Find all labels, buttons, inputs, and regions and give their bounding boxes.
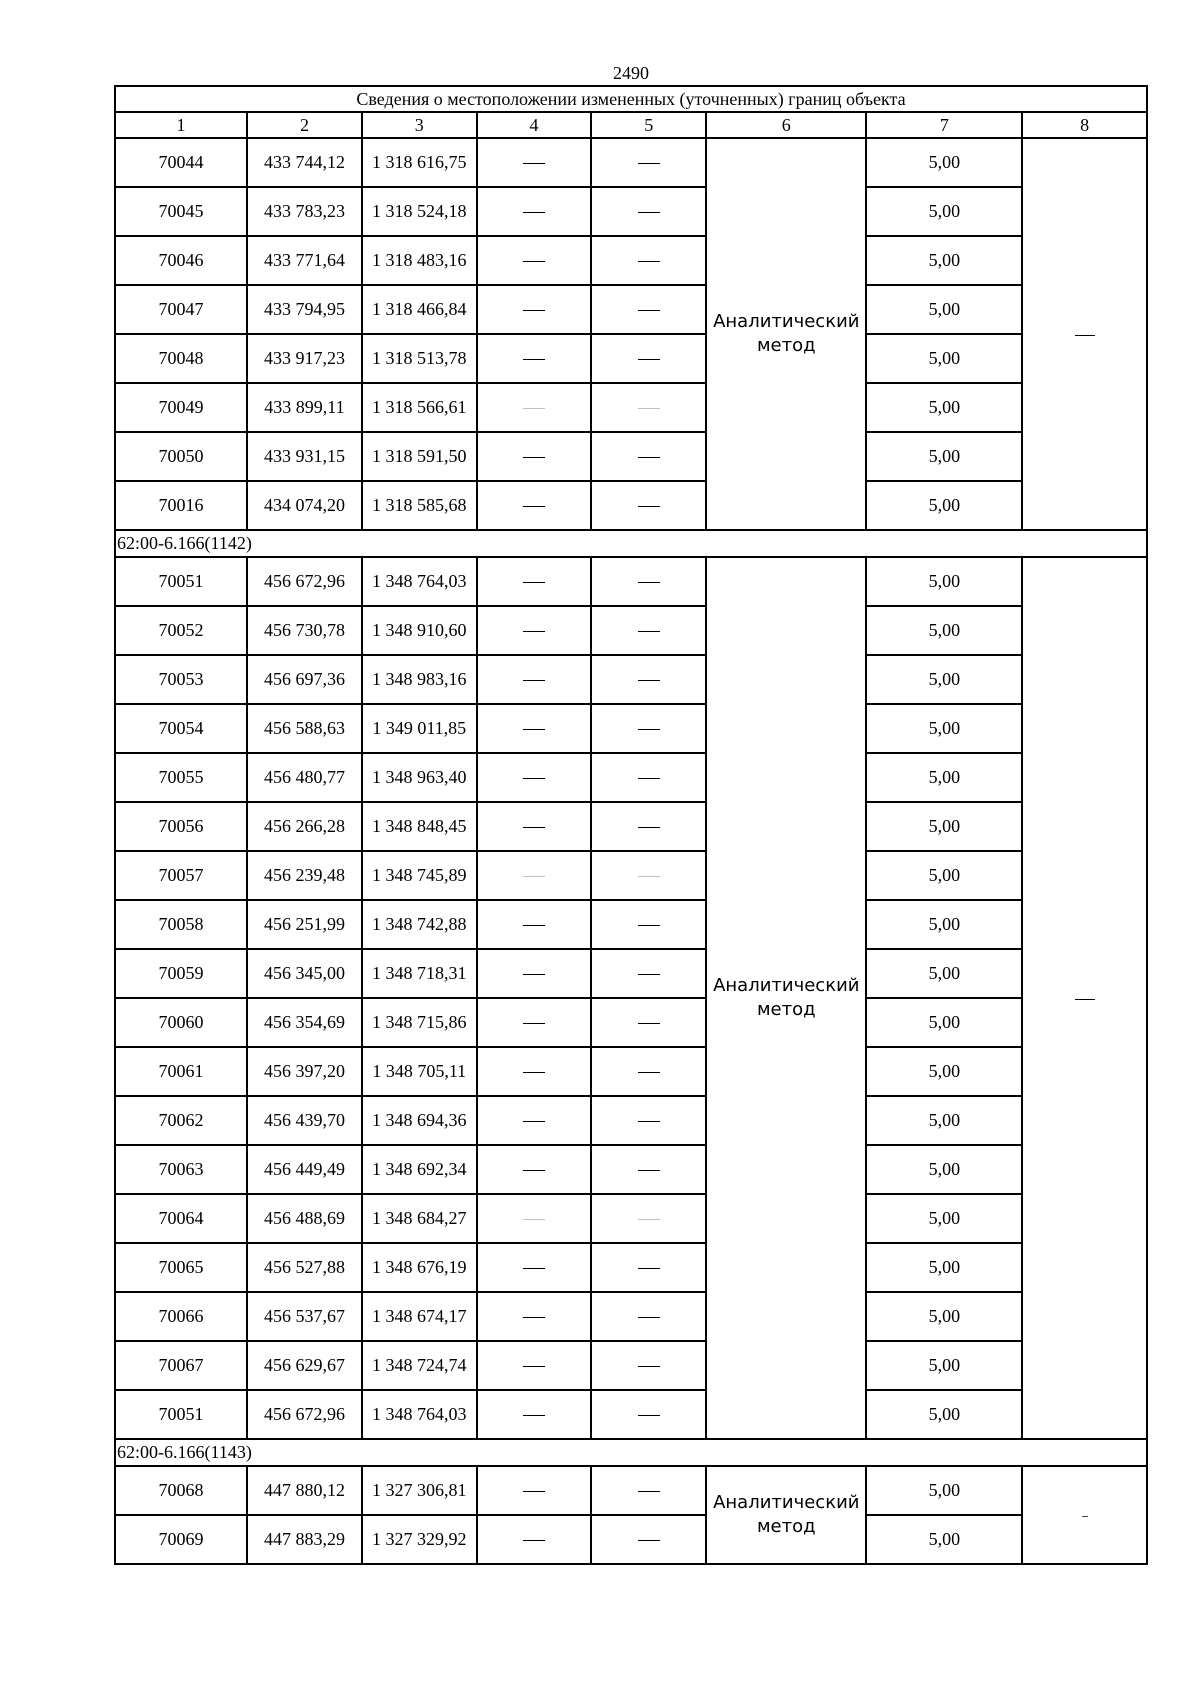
column-4-dash-cell — [477, 236, 592, 285]
column-5-dash-cell — [591, 998, 706, 1047]
section-header-row — [115, 530, 1147, 557]
dash-mark — [523, 1072, 545, 1073]
table-row — [115, 606, 1147, 655]
y-coordinate-cell: 1 348 674,17 — [362, 1292, 477, 1341]
dash-mark — [638, 729, 660, 730]
table-row — [115, 1194, 1147, 1243]
column-5-dash-cell — [591, 138, 706, 187]
dash-mark — [523, 408, 545, 409]
column-4-dash-cell — [477, 1292, 592, 1341]
y-coordinate-cell: 1 348 983,16 — [362, 655, 477, 704]
column-4-dash-cell — [477, 655, 592, 704]
y-coordinate-cell: 1 348 742,88 — [362, 900, 477, 949]
dash-mark — [523, 1366, 545, 1367]
column-4-dash-cell — [477, 187, 592, 236]
x-coordinate-cell: 456 239,48 — [247, 851, 362, 900]
dash-mark — [523, 876, 545, 877]
y-coordinate-cell: 1 327 329,92 — [362, 1515, 477, 1564]
dash-mark — [638, 925, 660, 926]
precision-cell: 5,00 — [866, 285, 1022, 334]
table-row — [115, 138, 1147, 187]
column-4-dash-cell — [477, 606, 592, 655]
column-4-dash-cell — [477, 851, 592, 900]
precision-cell: 5,00 — [866, 802, 1022, 851]
y-coordinate-cell: 1 318 483,16 — [362, 236, 477, 285]
dash-mark — [638, 631, 660, 632]
x-coordinate-cell: 456 697,36 — [247, 655, 362, 704]
dash-mark — [638, 1072, 660, 1073]
column-4-dash-cell — [477, 998, 592, 1047]
dash-mark — [638, 506, 660, 507]
column-number-2: 2 — [247, 112, 362, 138]
column-number-3: 3 — [362, 112, 477, 138]
precision-cell: 5,00 — [866, 606, 1022, 655]
x-coordinate-cell: 456 251,99 — [247, 900, 362, 949]
x-coordinate-cell: 456 345,00 — [247, 949, 362, 998]
dash-mark — [523, 163, 545, 164]
precision-cell: 5,00 — [866, 334, 1022, 383]
point-number-cell: 70048 — [115, 334, 247, 383]
column-4-dash-cell — [477, 334, 592, 383]
precision-cell: 5,00 — [866, 1096, 1022, 1145]
y-coordinate-cell: 1 318 585,68 — [362, 481, 477, 530]
dash-mark — [523, 729, 545, 730]
point-number-cell: 70054 — [115, 704, 247, 753]
point-number-cell: 70047 — [115, 285, 247, 334]
dash-mark — [1075, 999, 1095, 1000]
dash-mark — [523, 261, 545, 262]
point-number-cell: 70046 — [115, 236, 247, 285]
table-row — [115, 1341, 1147, 1390]
column-8-cell — [1022, 138, 1147, 530]
column-5-dash-cell — [591, 1194, 706, 1243]
column-4-dash-cell — [477, 432, 592, 481]
y-coordinate-cell: 1 318 524,18 — [362, 187, 477, 236]
table-row — [115, 949, 1147, 998]
table-row — [115, 334, 1147, 383]
x-coordinate-cell: 433 931,15 — [247, 432, 362, 481]
table-row — [115, 432, 1147, 481]
point-number-cell: 70067 — [115, 1341, 247, 1390]
precision-cell: 5,00 — [866, 187, 1022, 236]
y-coordinate-cell: 1 348 684,27 — [362, 1194, 477, 1243]
dash-mark — [638, 1415, 660, 1416]
x-coordinate-cell: 456 488,69 — [247, 1194, 362, 1243]
x-coordinate-cell: 456 397,20 — [247, 1047, 362, 1096]
dash-mark — [638, 1491, 660, 1492]
dash-mark — [523, 1268, 545, 1269]
column-5-dash-cell — [591, 655, 706, 704]
table-row — [115, 1243, 1147, 1292]
dash-mark — [523, 1415, 545, 1416]
dash-mark — [638, 212, 660, 213]
column-5-dash-cell — [591, 285, 706, 334]
precision-cell: 5,00 — [866, 753, 1022, 802]
x-coordinate-cell: 456 537,67 — [247, 1292, 362, 1341]
point-number-cell: 70055 — [115, 753, 247, 802]
dash-mark — [638, 261, 660, 262]
precision-cell: 5,00 — [866, 949, 1022, 998]
table-row — [115, 998, 1147, 1047]
table-row — [115, 851, 1147, 900]
precision-cell: 5,00 — [866, 998, 1022, 1047]
precision-cell: 5,00 — [866, 557, 1022, 606]
dash-mark — [638, 582, 660, 583]
x-coordinate-cell: 456 527,88 — [247, 1243, 362, 1292]
column-5-dash-cell — [591, 187, 706, 236]
dash-mark — [1082, 1516, 1088, 1517]
y-coordinate-cell: 1 348 676,19 — [362, 1243, 477, 1292]
precision-cell: 5,00 — [866, 432, 1022, 481]
x-coordinate-cell: 456 480,77 — [247, 753, 362, 802]
dash-mark — [523, 827, 545, 828]
point-number-cell: 70062 — [115, 1096, 247, 1145]
column-4-dash-cell — [477, 285, 592, 334]
column-5-dash-cell — [591, 753, 706, 802]
table-row — [115, 481, 1147, 530]
dash-mark — [638, 1366, 660, 1367]
dash-mark — [523, 506, 545, 507]
table-row — [115, 1390, 1147, 1439]
column-4-dash-cell — [477, 481, 592, 530]
column-4-dash-cell — [477, 1341, 592, 1390]
column-4-dash-cell — [477, 1096, 592, 1145]
point-number-cell: 70049 — [115, 383, 247, 432]
dash-mark — [638, 359, 660, 360]
column-number-1: 1 — [115, 112, 247, 138]
point-number-cell: 70051 — [115, 1390, 247, 1439]
dash-mark — [638, 827, 660, 828]
precision-cell: 5,00 — [866, 1515, 1022, 1564]
dash-mark — [523, 974, 545, 975]
column-4-dash-cell — [477, 1047, 592, 1096]
precision-cell: 5,00 — [866, 1047, 1022, 1096]
column-5-dash-cell — [591, 606, 706, 655]
table-row — [115, 704, 1147, 753]
column-number-5: 5 — [591, 112, 706, 138]
column-8-cell — [1022, 557, 1147, 1439]
point-number-cell: 70050 — [115, 432, 247, 481]
column-4-dash-cell — [477, 1515, 592, 1564]
dash-mark — [523, 1121, 545, 1122]
column-number-4: 4 — [477, 112, 592, 138]
dash-mark — [638, 1268, 660, 1269]
precision-cell: 5,00 — [866, 138, 1022, 187]
x-coordinate-cell: 456 449,49 — [247, 1145, 362, 1194]
table-row — [115, 655, 1147, 704]
point-number-cell: 70061 — [115, 1047, 247, 1096]
column-5-dash-cell — [591, 236, 706, 285]
table-row — [115, 802, 1147, 851]
dash-mark — [523, 1540, 545, 1541]
x-coordinate-cell: 434 074,20 — [247, 481, 362, 530]
column-number-8: 8 — [1022, 112, 1147, 138]
y-coordinate-cell: 1 318 566,61 — [362, 383, 477, 432]
dash-mark — [638, 1540, 660, 1541]
column-5-dash-cell — [591, 334, 706, 383]
column-4-dash-cell — [477, 1194, 592, 1243]
dash-mark — [638, 1170, 660, 1171]
column-4-dash-cell — [477, 900, 592, 949]
column-5-dash-cell — [591, 557, 706, 606]
x-coordinate-cell: 433 794,95 — [247, 285, 362, 334]
dash-mark — [523, 925, 545, 926]
x-coordinate-cell: 456 629,67 — [247, 1341, 362, 1390]
point-number-cell: 70065 — [115, 1243, 247, 1292]
y-coordinate-cell: 1 348 692,34 — [362, 1145, 477, 1194]
x-coordinate-cell: 433 744,12 — [247, 138, 362, 187]
dash-mark — [523, 631, 545, 632]
column-4-dash-cell — [477, 383, 592, 432]
column-4-dash-cell — [477, 802, 592, 851]
table-row — [115, 187, 1147, 236]
x-coordinate-cell: 456 588,63 — [247, 704, 362, 753]
column-5-dash-cell — [591, 1096, 706, 1145]
column-number-6: 6 — [706, 112, 866, 138]
y-coordinate-cell: 1 348 963,40 — [362, 753, 477, 802]
dash-mark — [638, 408, 660, 409]
column-5-dash-cell — [591, 802, 706, 851]
x-coordinate-cell: 447 883,29 — [247, 1515, 362, 1564]
x-coordinate-cell: 456 730,78 — [247, 606, 362, 655]
column-4-dash-cell — [477, 704, 592, 753]
dash-mark — [523, 457, 545, 458]
x-coordinate-cell: 456 672,96 — [247, 1390, 362, 1439]
point-number-cell: 70044 — [115, 138, 247, 187]
column-4-dash-cell — [477, 557, 592, 606]
precision-cell: 5,00 — [866, 1243, 1022, 1292]
dash-mark — [638, 163, 660, 164]
table-row — [115, 1047, 1147, 1096]
x-coordinate-cell: 456 354,69 — [247, 998, 362, 1047]
method-cell: Аналитический метод — [706, 557, 866, 1439]
dash-mark — [638, 1219, 660, 1220]
column-5-dash-cell — [591, 1292, 706, 1341]
y-coordinate-cell: 1 348 724,74 — [362, 1341, 477, 1390]
dash-mark — [523, 778, 545, 779]
x-coordinate-cell: 456 672,96 — [247, 557, 362, 606]
y-coordinate-cell: 1 348 718,31 — [362, 949, 477, 998]
point-number-cell: 70051 — [115, 557, 247, 606]
precision-cell: 5,00 — [866, 1341, 1022, 1390]
dash-mark — [523, 680, 545, 681]
table-row — [115, 1515, 1147, 1564]
dash-mark — [638, 1121, 660, 1122]
point-number-cell: 70063 — [115, 1145, 247, 1194]
dash-mark — [523, 1170, 545, 1171]
precision-cell: 5,00 — [866, 704, 1022, 753]
column-5-dash-cell — [591, 851, 706, 900]
point-number-cell: 70069 — [115, 1515, 247, 1564]
page-number: 2490 — [613, 63, 649, 83]
table-row — [115, 900, 1147, 949]
x-coordinate-cell: 433 899,11 — [247, 383, 362, 432]
column-5-dash-cell — [591, 383, 706, 432]
method-cell: Аналитический метод — [706, 138, 866, 530]
column-5-dash-cell — [591, 481, 706, 530]
column-5-dash-cell — [591, 432, 706, 481]
precision-cell: 5,00 — [866, 236, 1022, 285]
precision-cell: 5,00 — [866, 383, 1022, 432]
y-coordinate-cell: 1 348 764,03 — [362, 1390, 477, 1439]
dash-mark — [523, 582, 545, 583]
column-number-7: 7 — [866, 112, 1022, 138]
y-coordinate-cell: 1 327 306,81 — [362, 1466, 477, 1515]
x-coordinate-cell: 456 266,28 — [247, 802, 362, 851]
point-number-cell: 70068 — [115, 1466, 247, 1515]
table-row — [115, 1145, 1147, 1194]
dash-mark — [523, 310, 545, 311]
column-4-dash-cell — [477, 1466, 592, 1515]
precision-cell: 5,00 — [866, 851, 1022, 900]
y-coordinate-cell: 1 348 705,11 — [362, 1047, 477, 1096]
column-5-dash-cell — [591, 704, 706, 753]
point-number-cell: 70066 — [115, 1292, 247, 1341]
precision-cell: 5,00 — [866, 900, 1022, 949]
y-coordinate-cell: 1 348 715,86 — [362, 998, 477, 1047]
table-row — [115, 1292, 1147, 1341]
point-number-cell: 70064 — [115, 1194, 247, 1243]
x-coordinate-cell: 447 880,12 — [247, 1466, 362, 1515]
x-coordinate-cell: 456 439,70 — [247, 1096, 362, 1145]
column-5-dash-cell — [591, 949, 706, 998]
point-number-cell: 70016 — [115, 481, 247, 530]
y-coordinate-cell: 1 348 694,36 — [362, 1096, 477, 1145]
precision-cell: 5,00 — [866, 655, 1022, 704]
point-number-cell: 70058 — [115, 900, 247, 949]
dash-mark — [638, 1317, 660, 1318]
section-label: 62:00-6.166(1142) — [115, 530, 1147, 557]
column-5-dash-cell — [591, 1466, 706, 1515]
dash-mark — [523, 212, 545, 213]
column-4-dash-cell — [477, 1243, 592, 1292]
dash-mark — [638, 680, 660, 681]
column-5-dash-cell — [591, 1047, 706, 1096]
x-coordinate-cell: 433 917,23 — [247, 334, 362, 383]
dash-mark — [523, 1317, 545, 1318]
column-4-dash-cell — [477, 138, 592, 187]
column-4-dash-cell — [477, 1145, 592, 1194]
y-coordinate-cell: 1 318 591,50 — [362, 432, 477, 481]
dash-mark — [638, 457, 660, 458]
y-coordinate-cell: 1 349 011,85 — [362, 704, 477, 753]
point-number-cell: 70059 — [115, 949, 247, 998]
column-5-dash-cell — [591, 900, 706, 949]
precision-cell: 5,00 — [866, 1145, 1022, 1194]
y-coordinate-cell: 1 348 764,03 — [362, 557, 477, 606]
column-4-dash-cell — [477, 1390, 592, 1439]
y-coordinate-cell: 1 348 910,60 — [362, 606, 477, 655]
column-5-dash-cell — [591, 1390, 706, 1439]
method-cell: Аналитический метод — [706, 1466, 866, 1564]
dash-mark — [523, 1023, 545, 1024]
table-row — [115, 383, 1147, 432]
dash-mark — [1075, 335, 1095, 336]
column-5-dash-cell — [591, 1341, 706, 1390]
point-number-cell: 70057 — [115, 851, 247, 900]
column-4-dash-cell — [477, 753, 592, 802]
column-4-dash-cell — [477, 949, 592, 998]
y-coordinate-cell: 1 348 745,89 — [362, 851, 477, 900]
point-number-cell: 70052 — [115, 606, 247, 655]
column-5-dash-cell — [591, 1145, 706, 1194]
table-row — [115, 285, 1147, 334]
section-label: 62:00-6.166(1143) — [115, 1439, 1147, 1466]
y-coordinate-cell: 1 318 513,78 — [362, 334, 477, 383]
precision-cell: 5,00 — [866, 1194, 1022, 1243]
table-title: Сведения о местоположении измененных (уточненных) границ объекта — [115, 86, 1147, 112]
point-number-cell: 70056 — [115, 802, 247, 851]
y-coordinate-cell: 1 318 466,84 — [362, 285, 477, 334]
column-5-dash-cell — [591, 1515, 706, 1564]
dash-mark — [523, 359, 545, 360]
dash-mark — [638, 974, 660, 975]
precision-cell: 5,00 — [866, 481, 1022, 530]
y-coordinate-cell: 1 348 848,45 — [362, 802, 477, 851]
precision-cell: 5,00 — [866, 1390, 1022, 1439]
point-number-cell: 70060 — [115, 998, 247, 1047]
section-header-row — [115, 1439, 1147, 1466]
table-row — [115, 1466, 1147, 1515]
table-row — [115, 753, 1147, 802]
column-5-dash-cell — [591, 1243, 706, 1292]
dash-mark — [523, 1219, 545, 1220]
x-coordinate-cell: 433 783,23 — [247, 187, 362, 236]
table-row — [115, 236, 1147, 285]
precision-cell: 5,00 — [866, 1292, 1022, 1341]
dash-mark — [638, 778, 660, 779]
precision-cell: 5,00 — [866, 1466, 1022, 1515]
column-8-cell — [1022, 1466, 1147, 1564]
table-row — [115, 1096, 1147, 1145]
dash-mark — [638, 310, 660, 311]
dash-mark — [523, 1491, 545, 1492]
point-number-cell: 70053 — [115, 655, 247, 704]
dash-mark — [638, 1023, 660, 1024]
x-coordinate-cell: 433 771,64 — [247, 236, 362, 285]
table-row — [115, 557, 1147, 606]
point-number-cell: 70045 — [115, 187, 247, 236]
y-coordinate-cell: 1 318 616,75 — [362, 138, 477, 187]
boundary-coordinates-table — [114, 85, 1148, 1565]
dash-mark — [638, 876, 660, 877]
